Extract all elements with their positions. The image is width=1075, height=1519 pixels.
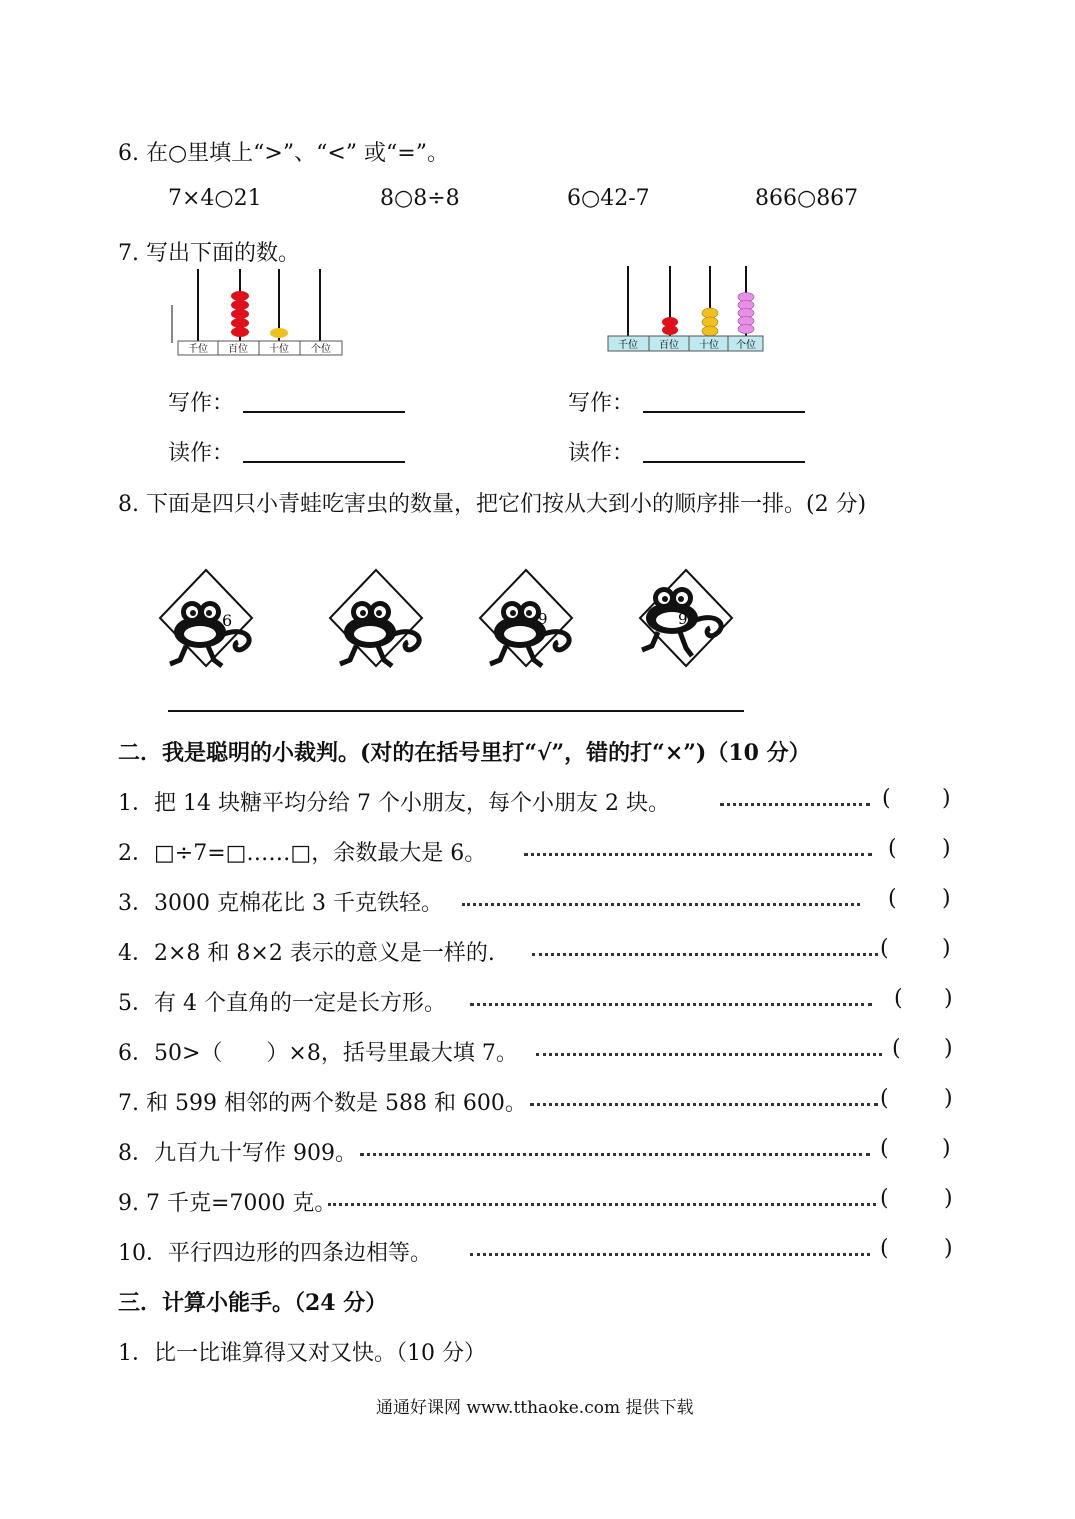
abacus-left: [170, 265, 350, 360]
q6-item-2: 8○8÷8: [380, 186, 460, 211]
answer-paren-open-10[interactable]: (: [880, 1236, 889, 1261]
leader-dots: [470, 1003, 872, 1006]
frog-1-number: 6: [222, 611, 233, 630]
judge-item-1: 1．把 14 块糖平均分给 7 个小朋友，每个小朋友 2 块。: [118, 791, 670, 816]
answer-paren-close-4[interactable]: ): [942, 936, 951, 961]
section3-sub1: 1．比一比谁算得又对又快。（10 分）: [118, 1341, 486, 1366]
judge-item-4: 4．2×8 和 8×2 表示的意义是一样的.: [118, 941, 495, 966]
leader-dots: [532, 953, 878, 956]
answer-paren-open-8[interactable]: (: [880, 1136, 889, 1161]
abacus-right-hundreds-beads: [662, 317, 678, 335]
abacus-right-label-ones: 个位: [736, 340, 756, 351]
q7-right-read-label: 读作：: [568, 441, 635, 466]
answer-paren-close-1[interactable]: ): [942, 786, 951, 811]
q7-title: 7. 写出下面的数。: [118, 241, 300, 266]
abacus-right-tens-beads: [702, 308, 718, 336]
leader-dots: [360, 1153, 870, 1156]
judge-item-3: 3．3000 克棉花比 3 千克铁轻。: [118, 891, 443, 916]
q7-right-read-blank[interactable]: [643, 461, 805, 463]
q8-answer-blank[interactable]: [168, 710, 744, 712]
q6-item-1: 7×4○21: [168, 186, 262, 211]
answer-paren-close-9[interactable]: ): [944, 1186, 953, 1211]
judge-item-6: 6．50>（ ）×8，括号里最大填 7。: [118, 1041, 518, 1066]
answer-paren-open-6[interactable]: (: [892, 1036, 901, 1061]
leader-dots: [536, 1053, 882, 1056]
answer-paren-open-3[interactable]: (: [888, 886, 897, 911]
answer-paren-close-2[interactable]: ): [942, 836, 951, 861]
abacus-right-ones-beads: [738, 293, 754, 334]
answer-paren-close-6[interactable]: ): [944, 1036, 953, 1061]
frog-1: [158, 568, 258, 673]
answer-paren-open-1[interactable]: (: [882, 786, 891, 811]
leader-dots: [530, 1103, 878, 1106]
frog-4: [638, 568, 738, 673]
answer-paren-close-8[interactable]: ): [942, 1136, 951, 1161]
frog-3-number: 9: [538, 610, 548, 628]
abacus-left-label-thousands: 千位: [188, 344, 208, 355]
q7-left-read-label: 读作：: [168, 441, 235, 466]
abacus-left-tens-bead: [270, 328, 288, 338]
answer-paren-close-7[interactable]: ): [944, 1086, 953, 1111]
q7-right-write-blank[interactable]: [643, 411, 805, 413]
section2-title: 二．我是聪明的小裁判。(对的在括号里打“√”，错的打“×”)（10 分）: [118, 740, 811, 766]
abacus-left-label-tens: 十位: [269, 344, 289, 355]
footer-text: 通通好课网 www.tthaoke.com 提供下载: [376, 1398, 694, 1418]
q7-left-write-blank[interactable]: [243, 411, 405, 413]
frog-4-number: 9: [678, 610, 688, 628]
leader-dots: [720, 803, 870, 806]
judge-item-9: 9. 7 千克=7000 克。: [118, 1191, 337, 1216]
judge-item-2: 2．□÷7=□……□，余数最大是 6。: [118, 841, 487, 866]
abacus-left-hundreds-beads: [231, 291, 249, 337]
leader-dots: [524, 853, 872, 856]
judge-item-5: 5．有 4 个直角的一定是长方形。: [118, 991, 446, 1016]
q8-title: 8. 下面是四只小青蛙吃害虫的数量，把它们按从大到小的顺序排一排。(2 分): [118, 492, 867, 517]
frog-2: [328, 568, 428, 673]
abacus-left-label-ones: 个位: [311, 344, 331, 355]
answer-paren-close-10[interactable]: ): [944, 1236, 953, 1261]
judge-item-8: 8．九百九十写作 909。: [118, 1141, 357, 1166]
answer-paren-close-3[interactable]: ): [942, 886, 951, 911]
q6-item-4: 866○867: [755, 186, 859, 211]
q6-title: 6. 在○里填上“>”、“<” 或“=”。: [118, 141, 449, 166]
abacus-right-label-thousands: 千位: [618, 340, 638, 351]
judge-item-7: 7. 和 599 相邻的两个数是 588 和 600。: [118, 1091, 527, 1116]
frog-3: [478, 568, 578, 673]
answer-paren-open-9[interactable]: (: [880, 1186, 889, 1211]
section3-title: 三．计算小能手。（24 分）: [118, 1290, 388, 1316]
judge-item-10: 10．平行四边形的四条边相等。: [118, 1241, 432, 1266]
answer-paren-open-2[interactable]: (: [888, 836, 897, 861]
q7-right-write-label: 写作：: [568, 391, 635, 416]
answer-paren-open-7[interactable]: (: [880, 1086, 889, 1111]
leader-dots: [462, 903, 860, 906]
answer-paren-open-4[interactable]: (: [880, 936, 889, 961]
abacus-left-label-hundreds: 百位: [228, 344, 248, 355]
abacus-right-label-tens: 十位: [699, 340, 719, 351]
abacus-right: [606, 262, 766, 357]
answer-paren-close-5[interactable]: ): [944, 986, 953, 1011]
q6-item-3: 6○42-7: [567, 186, 650, 211]
abacus-right-label-hundreds: 百位: [659, 340, 679, 351]
q7-left-write-label: 写作：: [168, 391, 235, 416]
answer-paren-open-5[interactable]: (: [894, 986, 903, 1011]
leader-dots: [470, 1253, 870, 1256]
q7-left-read-blank[interactable]: [243, 461, 405, 463]
leader-dots: [328, 1203, 876, 1206]
